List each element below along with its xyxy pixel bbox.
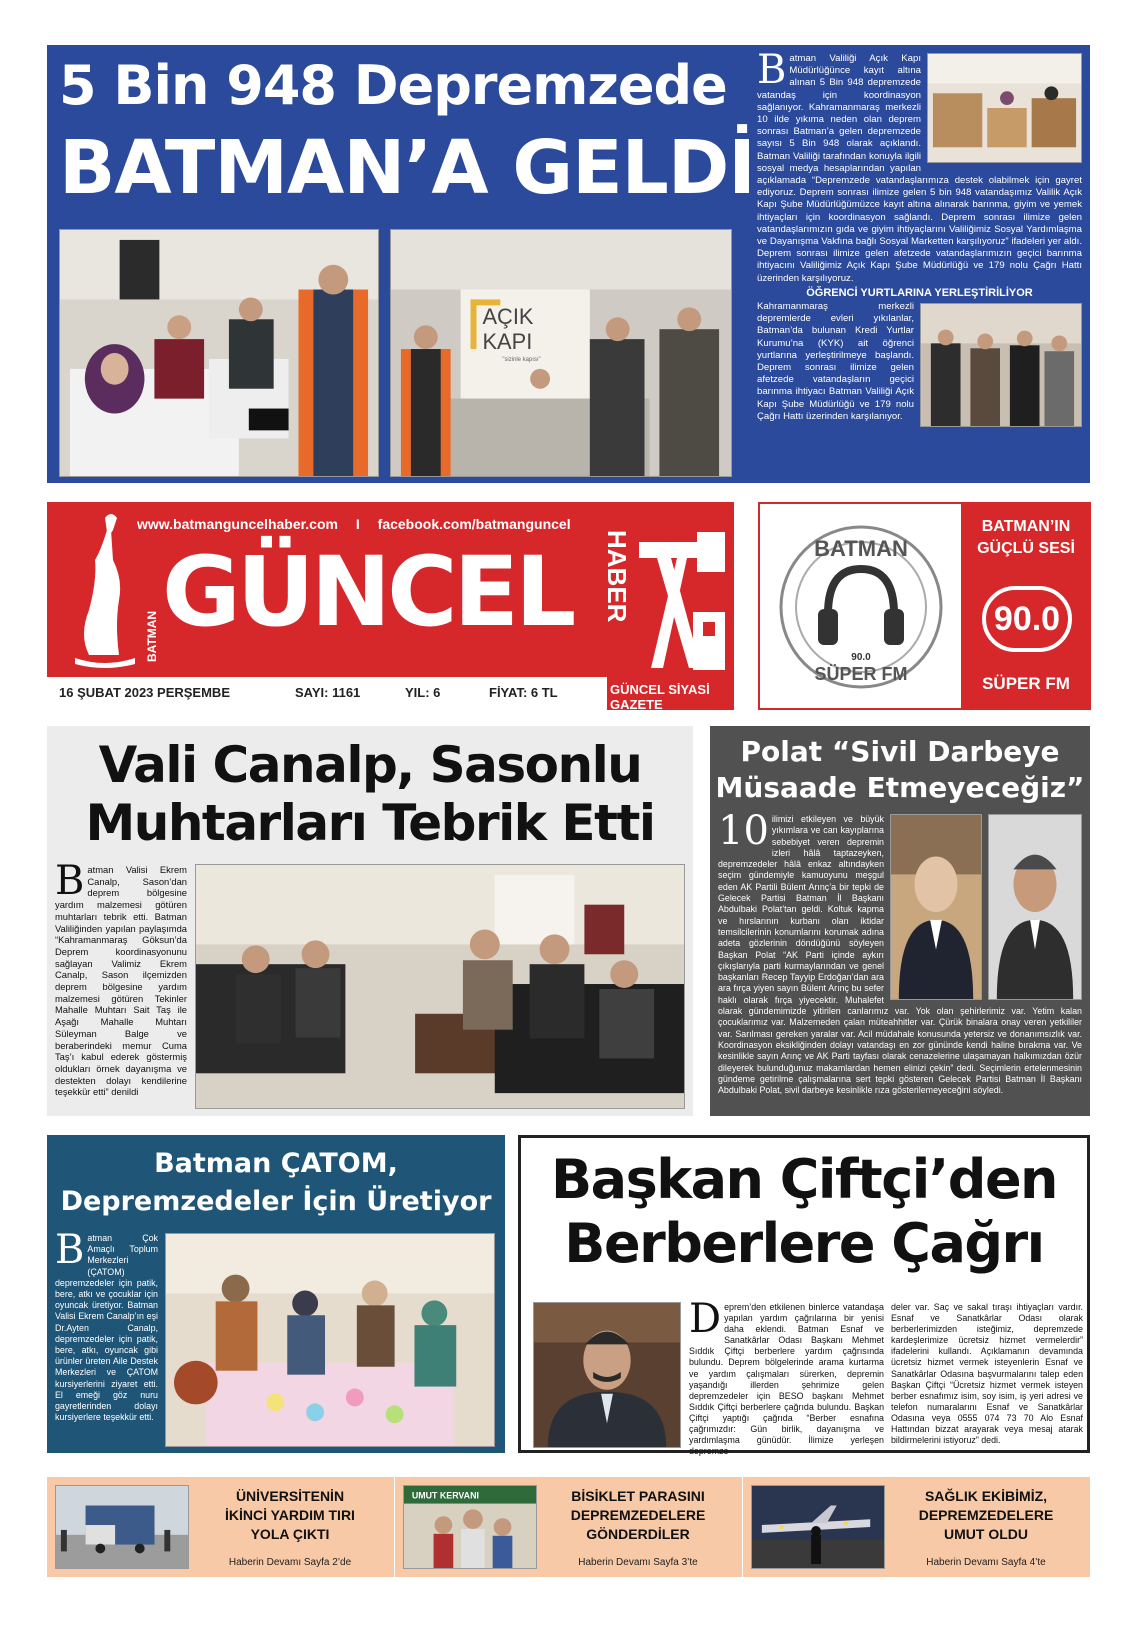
baskan-portrait <box>533 1302 681 1448</box>
radio-logo-bottom: SÜPER FM <box>814 664 908 684</box>
teaser-line1: ÜNİVERSİTENİN <box>235 1488 345 1504</box>
baskan-title-line1: Başkan Çiftçi’den <box>550 1148 1058 1211</box>
radio-name: SÜPER FM <box>982 674 1070 693</box>
top-headline-line1: 5 Bin 948 Depremzede <box>59 54 727 117</box>
teaser-headline <box>891 1487 1081 1544</box>
sign-line2: KAPI <box>482 329 533 355</box>
baskan-col1-text: eprem’den etkilenen binlerce vatandaşa yapılan yardım çağrılarına bir yenisi daha eklendi. Batman Esnaf ve Sanatkârlar Odası Başkanı Mehmet Sıddık Çiftçi berberlere yardım çağrısında bulundu. Deprem bölgelerinde arama kurtarma ve yardım çalışmaları sürerken, depremin yaşandığı illerden şehrimize gelen depremzedeler için BESO başkanı Mehmet Sıddık Çiftçi berberlere çağrıda bulundu. Başkan Çiftçi yaptığı çağrıda “Berber esnafına çağrımızdır: Gün birlik, dayanışma ve yardımlaşma günüdür. İlimize yerleşen depremze- <box>689 1302 884 1457</box>
top-photo-warehouse <box>927 53 1082 163</box>
teaser-page-ref[interactable]: Haberin Devamı Sayfa 4’te <box>926 1557 1046 1568</box>
baskan-title <box>521 1148 1087 1276</box>
catom-title <box>47 1145 505 1221</box>
teaser-line1: BİSİKLET PARASINI <box>571 1488 705 1504</box>
catom-body <box>55 1227 158 1448</box>
polat-dropcap: 10 <box>718 808 769 854</box>
radio-logo <box>768 514 954 700</box>
teaser-line1: SAĞLIK EKİBİMİZ, <box>924 1488 1048 1504</box>
radio-slogan <box>961 516 1091 560</box>
top-dropcap: B <box>757 47 787 93</box>
polat-title-line1: Polat “Sivil Darbeye <box>740 735 1060 768</box>
baskan-col1 <box>689 1296 884 1457</box>
vali-body-text: atman Valisi Ekrem Canalp, Sason’dan deprem bölgesine yardım malzemesi götüren muhtarları tebrik etti. Batman Valiliğinden yapılan paylaşımda “Kahramanmaraş Göksun’da Deprem koordinasyonunu sağlayan Valimiz Ekrem Canalp, Sason ilçemizden deprem bölgesine yardım malzemesi götüren Tekinler Mahalle Muhtarı Sait Taş ile Aşağı Mahalle Muhtarı Süleyman Balge ve beraberindeki memur Cuma Taş’ı kabul ederek göstermiş oldukları örnek dayanışma ve destekten dolayı kendilerine teşekkür etti” denildi <box>55 864 187 1098</box>
masthead-logo: GÜNCEL <box>162 536 573 648</box>
baskan-col2: deler var. Saç ve sakal tıraşı ihtiyaçları vardır. Esnaf ve Sanatkârlar Odası olarak berberlerimizden isteğimiz, depremzede kardeşlerimize ücretsiz hizmet vermelerdir” ifadelerini kullandı. Açıklamanın devamında ücretsiz hizmet vermek isteyenlerin Esnaf ve Sanatkârlar Odasına başvurmalarını talep eden Başkan Çiftçi “Ücretsiz hizmet vermek isteyen berber esnafımız isim, soy isim, iş yeri adresi ve telefon numaralarını Esnaf ve Sanatkârlar Odasına veya 0555 074 73 70 Alo Esnaf Hattından bizzat arayarak veya mesaj atarak bildirmelerini istiyoruz” dedi. <box>891 1302 1083 1446</box>
teaser-line3: YOLA ÇIKTI <box>250 1526 330 1542</box>
vali-photo-meeting <box>195 864 685 1109</box>
sign-small: "sizinle kapısı" <box>502 356 541 363</box>
polat-story <box>710 726 1090 1116</box>
portrait-polat <box>988 814 1082 1000</box>
top-headline-line2: BATMAN’A GELDİ <box>59 125 755 211</box>
vali-body <box>55 858 187 1109</box>
teaser-bisiklet[interactable] <box>395 1477 742 1577</box>
masthead-info-strip <box>47 677 607 710</box>
vali-dropcap: B <box>55 858 85 904</box>
polat-title-line2: Müsaade Etmeyeceğiz” <box>715 771 1085 804</box>
sign-line1: AÇIK <box>482 304 534 330</box>
masthead-links <box>137 516 571 532</box>
top-photo-dormitory <box>920 303 1082 427</box>
top-photo-registration <box>59 229 379 477</box>
catom-body-text: atman Çok Amaçlı Toplum Merkezleri (ÇATOM) depremzedeler için patik, bere, atkı ve çocuklar için oyuncak üretiyor. Batman Valisi Ekrem Canalp’ın eşi Dr.Ayten Canalp, depremzedeler için patik, bere, atkı, oyuncak gibi ürünler üreten Aile Destek Merkezleri ve ÇATOM kursiyerlerini ziyaret etti. El emeği göz nuru gayretlerinden dolayı kursiyerlere teşekkür etti. <box>55 1233 158 1423</box>
logo-batman-vertical: BATMAN <box>145 610 159 662</box>
teaser-line3: GÖNDERDİLER <box>586 1526 690 1542</box>
baskan-title-line2: Berberlere Çağrı <box>564 1212 1044 1275</box>
teaser-photo-airport <box>751 1485 885 1569</box>
teaser-page-ref[interactable]: Haberin Devamı Sayfa 2’de <box>228 1557 352 1568</box>
website-link[interactable]: www.batmanguncelhaber.com <box>137 516 338 532</box>
vali-title-line1: Vali Canalp, Sasonlu <box>98 736 642 794</box>
top-photo-acik-kapi <box>390 229 732 477</box>
issue-number: SAYI: 1161 <box>295 685 361 700</box>
radio-slogan-line1: BATMAN’IN <box>981 518 1071 535</box>
facebook-link[interactable]: facebook.com/batmanguncel <box>377 516 571 532</box>
top-story <box>47 45 1090 483</box>
radio-ad <box>758 502 1091 710</box>
teaser-photo-truck <box>55 1485 189 1569</box>
teaser-saglik[interactable] <box>743 1477 1090 1577</box>
polat-body-text: ilimizi etkileyen ve büyük yıkımlara ve can kayıplarına sebebiyet veren depremin izleri hâlâ taptazeyken, depremzedeler hâlâ enkaz altındayken seçim gündemiyle kamuoyunu meşgul eden AK Partili Bülent Arınç’a bir tepki de Gelecek Partisi Batman İl Başkanı Abdulbaki Polat’tan geldi. Koltuk kapma ve hırslarının kurbanı olan iktidar temsilcilerinin konumlarını korumak adına adeta gözlerinin döndüğünü söyleyen Başkan Polat “AK Parti içinde aykırı çıkışlarıyla parti kurmaylarından ve genel başkanları Recep Tayyip Erdoğan’dan ara ara fırça yiyen sayın Bülent Arınç bu sefer haklı olarak fırça yiyecektir. Muhalefet olarak gündemimizde yitirilen canlarımız var. Yok olan şehirlerimiz var. Yetim kalan çocuklarımız var. Malzemeden çalan müteahhitler var. Çürük binalara onay veren yetkililer var. Sarılması gereken yaralar var. Acil müdahale konusunda yetersiz ve donanımsızlık var. Koordinasyon eksikliğinden dolayı vatandaşı en zor gününde kendi haline bırakma var. Ve kesinlikle sayın Arınç ve AK Parti tayfası olarak cenazelerine ulaşamayan halkımızdan özür dileyerek bulunduğunuz makamlardan hemen elinizi çekin” dedi. Seçimlerin ertelenmesinin gündeme getirilme çalışmalarına sert tepki gösteren Gelecek Partisi Batman İl Başkanı Abdulbaki Polat, sivil darbeye kesinlikle rıza gösterilemeyeceğini söyledi. <box>718 814 1082 1096</box>
catom-title-line1: Batman ÇATOM, <box>154 1148 398 1179</box>
top-story-body <box>757 47 1082 478</box>
issue-price: FİYAT: 6 TL <box>489 685 558 700</box>
teaser-photo-children <box>403 1485 537 1569</box>
teaser-page-ref[interactable]: Haberin Devamı Sayfa 3’te <box>578 1557 698 1568</box>
catom-story <box>47 1135 505 1453</box>
teaser-line3: UMUT OLDU <box>944 1526 1028 1542</box>
polat-title <box>710 734 1090 806</box>
vali-story <box>47 726 693 1116</box>
top-subhead: ÖĞRENCİ YURTLARINA YERLEŞTİRİLİYOR <box>806 286 1033 299</box>
top-story-second: Kahramanmaraş merkezli depremlerde evleri yıkılanlar, Batman’da bulunan Kredi Yurtlar Kurumu’na (KYK) ait öğrenci yurtlarına yerleştirilmeye başlandı. Deprem sonrası ilimize gelen afetzede vatandaşların geçici barınma ihtiyacı Batman Valiliği Açık Kapı Şube Müdürlüğü ve 179 nolu Çağrı Hattı üzerinden karşılanıyor. <box>757 301 914 422</box>
catom-dropcap: B <box>55 1227 85 1273</box>
teaser-line2: DEPREMZEDELERE <box>918 1507 1054 1523</box>
teaser-sign: UMUT KERVANI <box>411 1490 479 1501</box>
masthead-tagline: GÜNCEL SİYASİ GAZETE <box>610 682 710 712</box>
statue-silhouette-icon <box>55 508 145 673</box>
vali-title-line2: Muhtarları Tebrik Etti <box>85 794 655 852</box>
issue-date: 16 ŞUBAT 2023 PERŞEMBE <box>59 685 230 700</box>
teaser-headline <box>195 1487 385 1544</box>
logo-haber-vertical: HABER <box>602 530 632 623</box>
radio-logo-top: BATMAN <box>814 536 908 561</box>
radio-frequency: 90.0 <box>982 586 1072 652</box>
baskan-dropcap: D <box>689 1296 722 1342</box>
polat-portraits <box>890 814 1082 1000</box>
radio-logo-freq: 90.0 <box>851 652 871 663</box>
teaser-line2: DEPREMZEDELERE <box>570 1507 706 1523</box>
vali-title <box>47 736 693 852</box>
masthead <box>47 502 734 710</box>
catom-title-line2: Depremzedeler İçin Üretiyor <box>60 1186 492 1217</box>
radio-slogan-line2: GÜÇLÜ SESİ <box>977 540 1075 557</box>
link-separator: I <box>355 516 360 532</box>
teaser-line2: İKİNCİ YARDIM TIRI <box>225 1507 355 1523</box>
teaser-headline <box>543 1487 733 1544</box>
catom-photo-workshop <box>165 1233 495 1447</box>
issue-year: YIL: 6 <box>405 685 441 700</box>
teaser-universite[interactable] <box>47 1477 394 1577</box>
polat-body <box>718 808 1082 1112</box>
oil-pump-icon <box>637 522 731 672</box>
top-story-lead: atman Valiliği Açık Kapı Müdürlüğünce kayıt altına alınan 5 Bin 948 depremzede vatandaş için koordinasyon sağlanıyor. Kahramanmaraş merkezli 10 ilde yıkıma neden olan deprem sonrası Batman’a gelen depremzede sayısı 5 Bin 948 olarak açıklandı. Batman Valiliği tarafından konuyla ilgili sosyal medya hesaplarından yapılan açıklamada “Depremzede vatandaşlarımıza destek olabilmek için gayret ediyoruz. Deprem sonrası ilimize gelen 5 bin 948 vatandaşımız Valilik Açık Kapı Şube Müdürlüğümüzce kayıt altına alınarak barınma, giyim ve yemek ihtiyaçları için koordinasyon sağlandı. Deprem sonrası ilimize gelen vatandaşlarımızın gıda ve giyim ihtiyaçlarını Valiliğimiz Sosyal Yardımlaşma ve Dayanışma Vakfına bağlı Sosyal Marketten karşılıyoruz” ifadeleri yer aldı. Deprem sonrası ilimize gelen afetzede vatandaşlarımızın geçici barınma ihtiyacını Valiliğimiz Açık Kapı Şube Müdürlüğü ve 179 nolu Çağrı Hattı üzerinden karşılıyoruz. <box>757 53 1082 284</box>
baskan-story <box>518 1135 1090 1457</box>
portrait-arinc <box>890 814 982 1000</box>
